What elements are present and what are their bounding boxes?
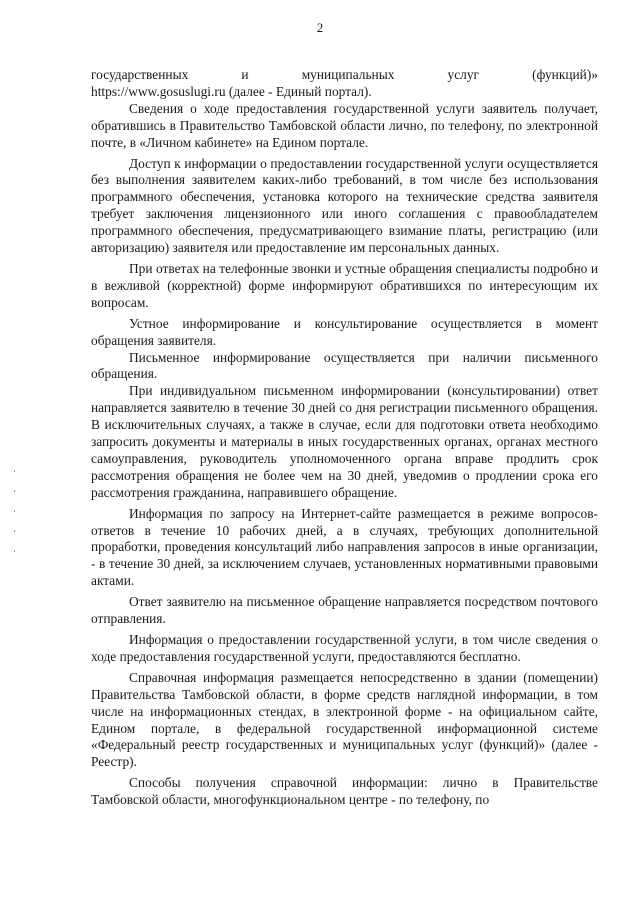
paragraph-reference-info: Справочная информация размещается непосредственно в здании (помещении) Правительства Тамбовской области, в форме средств наглядной информации, в том числе на информационных стендах, в электронной форме - на официальном сайте, Едином портале, в федеральной государственной информационной системе «Федеральный реестр государственных и муниципальных услуг (функций)» (далее - Реестр).	[91, 669, 598, 770]
paragraph-continuation-2: https://www.gosuslugi.ru (далее - Единый портал).	[91, 83, 372, 99]
paragraph-postal-reply: Ответ заявителю на письменное обращение направляется посредством почтового отправления.	[91, 594, 598, 627]
document-body	[91, 67, 598, 809]
paragraph-free-info: Информация о предоставлении государственной услуги, в том числе сведения о ходе предоставления государственной услуги, предоставляются бесплатно.	[91, 632, 598, 664]
paragraph-status-info: Сведения о ходе предоставления государственной услуги заявитель получает, обратившись в Правительство Тамбовской области лично, по телефону, по электронной почте, в «Личном кабинете» на Едином портале.	[91, 100, 598, 150]
scan-margin-marks	[14, 470, 16, 590]
paragraph-continuation-1: государственных и муниципальных услуг (функций)»	[91, 67, 598, 82]
paragraph-internet-request: Информация по запросу на Интернет-сайте размещается в режиме вопросов-ответов в течение 10 рабочих дней, а в случаях, требующих дополнительной проработки, проведения консультаций либо направления запросов в иные организации, - в течение 30 дней, за исключением случаев, установленных нормативными правовыми актами.	[91, 505, 598, 589]
page-number: 2	[316, 20, 324, 35]
paragraph-individual-info: При индивидуальном письменном информировании (консультировании) ответ направляется заявителю в течение 30 дней со дня регистрации письменного обращения. В исключительных случаях, а также в случае, если для подготовки ответа необходимо запросить документы и материалы в иных государственных органах, органах местного самоуправления, руководитель уполномоченного органа вправе продлить срок рассмотрения обращения не более чем на 30 дней, уведомив о продлении срока его рассмотрения гражданина, направившего обращение.	[91, 383, 598, 500]
paragraph-written-info: Письменное информирование осуществляется при наличии письменного обращения.	[91, 349, 598, 382]
paragraph-access-info: Доступ к информации о предоставлении государственной услуги осуществляется без выполнения заявителем каких-либо требований, в том числе без использования программного обеспечения, установка которого на технические средства заявителя требует заключения лицензионного или иного соглашения с правообладателем программного обеспечения, предусматривающего взимание платы, регистрацию (или авторизацию) заявителя или предоставление им персональных данных.	[91, 155, 598, 256]
paragraph-reference-methods: Способы получения справочной информации: лично в Правительстве Тамбовской области, многофункциональном центре - по телефону, по	[91, 775, 598, 808]
scan-mark	[14, 530, 15, 532]
scan-mark	[14, 550, 15, 552]
paragraph-oral-info: Устное информирование и консультирование осуществляется в момент обращения заявителя.	[91, 315, 598, 348]
scan-mark	[14, 510, 15, 512]
scan-mark	[14, 490, 15, 492]
scan-mark	[14, 470, 15, 472]
paragraph-phone-answers: При ответах на телефонные звонки и устные обращения специалисты подробно и в вежливой (корректной) форме информируют обратившихся по интересующим их вопросам.	[91, 260, 598, 310]
